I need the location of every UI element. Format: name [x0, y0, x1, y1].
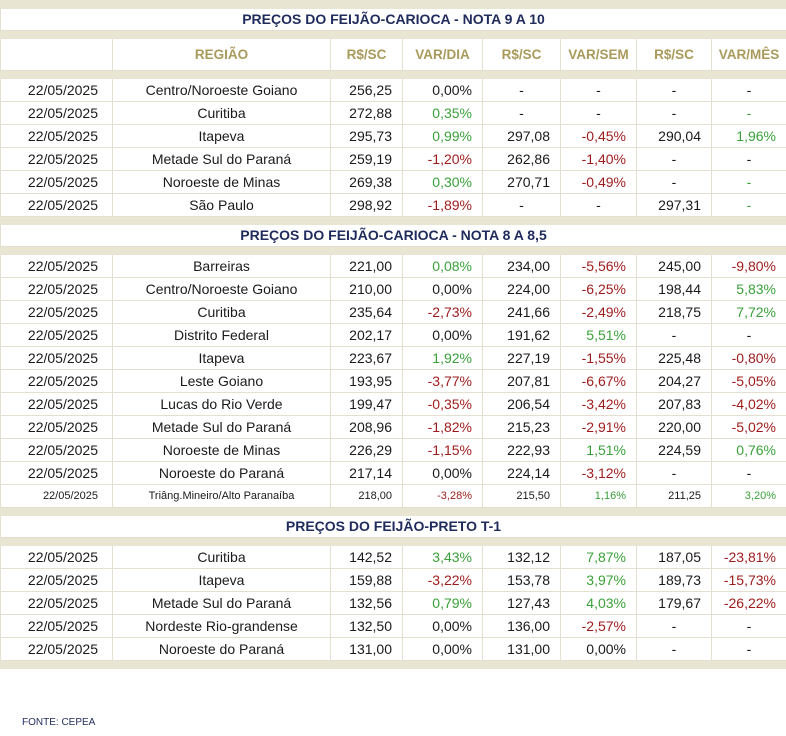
price-month-cell: 187,05	[637, 545, 712, 568]
date-cell: 22/05/2025	[1, 614, 113, 637]
var-month-cell: -	[712, 637, 786, 660]
price-week-cell: 132,12	[483, 545, 561, 568]
column-header: VAR/SEM	[561, 38, 637, 70]
date-cell: 22/05/2025	[1, 568, 113, 591]
region-cell: Barreiras	[113, 254, 331, 277]
date-cell: 22/05/2025	[1, 637, 113, 660]
band-divider	[1, 216, 786, 224]
region-cell: Metade Sul do Paraná	[113, 147, 331, 170]
region-cell: Noroeste do Paraná	[113, 637, 331, 660]
price-week-cell: 136,00	[483, 614, 561, 637]
var-day-cell: 0,79%	[403, 591, 483, 614]
price-week-cell: 224,14	[483, 461, 561, 484]
price-week-cell: 215,50	[483, 484, 561, 507]
price-day-cell: 217,14	[331, 461, 403, 484]
table-row	[1, 392, 786, 415]
price-day-cell: 199,47	[331, 392, 403, 415]
price-month-cell: -	[637, 147, 712, 170]
section-title-row	[1, 224, 786, 246]
column-header: VAR/DIA	[403, 38, 483, 70]
band-divider	[1, 507, 786, 515]
var-month-cell: 3,20%	[712, 484, 786, 507]
var-week-cell: -1,40%	[561, 147, 637, 170]
date-cell: 22/05/2025	[1, 147, 113, 170]
price-week-cell: 224,00	[483, 277, 561, 300]
var-week-cell: 5,51%	[561, 323, 637, 346]
region-cell: Lucas do Rio Verde	[113, 392, 331, 415]
price-month-cell: -	[637, 461, 712, 484]
table-row	[1, 369, 786, 392]
var-month-cell: 5,83%	[712, 277, 786, 300]
price-month-cell: -	[637, 614, 712, 637]
var-day-cell: 0,35%	[403, 101, 483, 124]
price-day-cell: 193,95	[331, 369, 403, 392]
table-row	[1, 484, 786, 507]
var-week-cell: 1,51%	[561, 438, 637, 461]
region-cell: Nordeste Rio-grandense	[113, 614, 331, 637]
var-month-cell: -	[712, 323, 786, 346]
region-cell: Triâng.Mineiro/Alto Paranaíba	[113, 484, 331, 507]
price-day-cell: 221,00	[331, 254, 403, 277]
price-day-cell: 223,67	[331, 346, 403, 369]
var-month-cell: -26,22%	[712, 591, 786, 614]
price-month-cell: -	[637, 170, 712, 193]
region-cell: São Paulo	[113, 193, 331, 216]
var-day-cell: -3,28%	[403, 484, 483, 507]
var-month-cell: 1,96%	[712, 124, 786, 147]
band-divider	[1, 537, 786, 545]
var-month-cell: -0,80%	[712, 346, 786, 369]
price-week-cell: -	[483, 101, 561, 124]
table-row	[1, 438, 786, 461]
var-week-cell: -2,49%	[561, 300, 637, 323]
var-month-cell: -15,73%	[712, 568, 786, 591]
price-day-cell: 298,92	[331, 193, 403, 216]
region-cell: Centro/Noroeste Goiano	[113, 78, 331, 101]
date-cell: 22/05/2025	[1, 461, 113, 484]
price-month-cell: 245,00	[637, 254, 712, 277]
var-week-cell: -2,57%	[561, 614, 637, 637]
table-row	[1, 591, 786, 614]
price-day-cell: 142,52	[331, 545, 403, 568]
var-month-cell: -	[712, 147, 786, 170]
price-week-cell: 262,86	[483, 147, 561, 170]
date-cell: 22/05/2025	[1, 369, 113, 392]
region-cell: Noroeste de Minas	[113, 170, 331, 193]
section-title: PREÇOS DO FEIJÃO-CARIOCA - NOTA 8 A 8,5	[1, 224, 786, 246]
var-day-cell: 0,00%	[403, 637, 483, 660]
var-day-cell: 0,00%	[403, 614, 483, 637]
region-cell: Itapeva	[113, 124, 331, 147]
var-month-cell: -5,05%	[712, 369, 786, 392]
price-week-cell: -	[483, 193, 561, 216]
var-month-cell: -23,81%	[712, 545, 786, 568]
price-day-cell: 272,88	[331, 101, 403, 124]
date-cell: 22/05/2025	[1, 170, 113, 193]
price-day-cell: 295,73	[331, 124, 403, 147]
var-week-cell: -	[561, 78, 637, 101]
price-week-cell: -	[483, 78, 561, 101]
table-row	[1, 461, 786, 484]
var-day-cell: -3,77%	[403, 369, 483, 392]
var-month-cell: 0,76%	[712, 438, 786, 461]
var-month-cell: -4,02%	[712, 392, 786, 415]
region-cell: Curitiba	[113, 545, 331, 568]
var-week-cell: -	[561, 193, 637, 216]
var-day-cell: 0,99%	[403, 124, 483, 147]
price-day-cell: 132,50	[331, 614, 403, 637]
region-cell: Metade Sul do Paraná	[113, 415, 331, 438]
price-week-cell: 215,23	[483, 415, 561, 438]
var-day-cell: 0,00%	[403, 277, 483, 300]
table-row	[1, 300, 786, 323]
date-cell: 22/05/2025	[1, 300, 113, 323]
var-day-cell: 1,92%	[403, 346, 483, 369]
var-week-cell: 3,97%	[561, 568, 637, 591]
date-cell: 22/05/2025	[1, 438, 113, 461]
price-week-cell: 206,54	[483, 392, 561, 415]
var-month-cell: 7,72%	[712, 300, 786, 323]
price-month-cell: 211,25	[637, 484, 712, 507]
column-header-row	[1, 38, 786, 70]
price-month-cell: 179,67	[637, 591, 712, 614]
region-cell: Distrito Federal	[113, 323, 331, 346]
date-cell: 22/05/2025	[1, 193, 113, 216]
table-row	[1, 277, 786, 300]
price-month-cell: -	[637, 637, 712, 660]
table-row	[1, 193, 786, 216]
var-month-cell: -	[712, 193, 786, 216]
table-row	[1, 124, 786, 147]
var-day-cell: -1,15%	[403, 438, 483, 461]
date-cell: 22/05/2025	[1, 124, 113, 147]
column-header: R$/SC	[483, 38, 561, 70]
var-day-cell: -2,73%	[403, 300, 483, 323]
price-day-cell: 218,00	[331, 484, 403, 507]
column-header: R$/SC	[331, 38, 403, 70]
var-month-cell: -	[712, 461, 786, 484]
var-month-cell: -	[712, 170, 786, 193]
date-cell: 22/05/2025	[1, 254, 113, 277]
price-week-cell: 270,71	[483, 170, 561, 193]
var-day-cell: -0,35%	[403, 392, 483, 415]
var-week-cell: -2,91%	[561, 415, 637, 438]
price-day-cell: 210,00	[331, 277, 403, 300]
price-month-cell: 290,04	[637, 124, 712, 147]
var-day-cell: 0,00%	[403, 323, 483, 346]
price-week-cell: 234,00	[483, 254, 561, 277]
column-header: VAR/MÊS	[712, 38, 786, 70]
region-cell: Curitiba	[113, 101, 331, 124]
price-day-cell: 269,38	[331, 170, 403, 193]
var-day-cell: 0,00%	[403, 461, 483, 484]
var-week-cell: -6,25%	[561, 277, 637, 300]
table-row	[1, 568, 786, 591]
var-week-cell: 7,87%	[561, 545, 637, 568]
price-day-cell: 132,56	[331, 591, 403, 614]
price-month-cell: 220,00	[637, 415, 712, 438]
var-day-cell: -1,20%	[403, 147, 483, 170]
var-week-cell: -6,67%	[561, 369, 637, 392]
region-cell: Metade Sul do Paraná	[113, 591, 331, 614]
var-day-cell: -1,89%	[403, 193, 483, 216]
band-divider	[1, 0, 786, 8]
price-day-cell: 202,17	[331, 323, 403, 346]
date-cell: 22/05/2025	[1, 323, 113, 346]
region-cell: Itapeva	[113, 346, 331, 369]
band-divider	[1, 246, 786, 254]
region-cell: Leste Goiano	[113, 369, 331, 392]
var-week-cell: 0,00%	[561, 637, 637, 660]
table-row	[1, 545, 786, 568]
price-month-cell: -	[637, 323, 712, 346]
date-cell: 22/05/2025	[1, 277, 113, 300]
table-row	[1, 101, 786, 124]
price-month-cell: -	[637, 78, 712, 101]
section-title-row	[1, 8, 786, 30]
date-cell: 22/05/2025	[1, 101, 113, 124]
var-day-cell: 0,08%	[403, 254, 483, 277]
table-row	[1, 415, 786, 438]
price-month-cell: 224,59	[637, 438, 712, 461]
column-header: R$/SC	[637, 38, 712, 70]
date-cell: 22/05/2025	[1, 392, 113, 415]
section-title-row	[1, 515, 786, 537]
price-day-cell: 259,19	[331, 147, 403, 170]
price-day-cell: 226,29	[331, 438, 403, 461]
price-week-cell: 191,62	[483, 323, 561, 346]
column-header: REGIÃO	[113, 38, 331, 70]
date-cell: 22/05/2025	[1, 78, 113, 101]
table-row	[1, 254, 786, 277]
price-day-cell: 235,64	[331, 300, 403, 323]
price-week-cell: 227,19	[483, 346, 561, 369]
band-divider	[1, 70, 786, 78]
var-day-cell: 0,30%	[403, 170, 483, 193]
region-cell: Noroeste de Minas	[113, 438, 331, 461]
price-month-cell: -	[637, 101, 712, 124]
var-week-cell: -1,55%	[561, 346, 637, 369]
var-day-cell: 0,00%	[403, 78, 483, 101]
region-cell: Centro/Noroeste Goiano	[113, 277, 331, 300]
table-row	[1, 614, 786, 637]
var-week-cell: -0,45%	[561, 124, 637, 147]
price-day-cell: 256,25	[331, 78, 403, 101]
price-month-cell: 198,44	[637, 277, 712, 300]
table-row	[1, 170, 786, 193]
band-divider	[1, 660, 786, 668]
date-cell: 22/05/2025	[1, 545, 113, 568]
price-month-cell: 218,75	[637, 300, 712, 323]
price-month-cell: 297,31	[637, 193, 712, 216]
var-day-cell: 3,43%	[403, 545, 483, 568]
date-cell: 22/05/2025	[1, 484, 113, 507]
var-month-cell: -	[712, 101, 786, 124]
price-week-cell: 241,66	[483, 300, 561, 323]
price-month-cell: 204,27	[637, 369, 712, 392]
price-table-body	[1, 0, 786, 668]
price-week-cell: 153,78	[483, 568, 561, 591]
table-row	[1, 323, 786, 346]
table-row	[1, 78, 786, 101]
section-title: PREÇOS DO FEIJÃO-PRETO T-1	[1, 515, 786, 537]
price-week-cell: 131,00	[483, 637, 561, 660]
band-divider	[1, 30, 786, 38]
table-row	[1, 147, 786, 170]
var-day-cell: -1,82%	[403, 415, 483, 438]
var-month-cell: -5,02%	[712, 415, 786, 438]
var-week-cell: -3,42%	[561, 392, 637, 415]
var-week-cell: -3,12%	[561, 461, 637, 484]
price-week-cell: 207,81	[483, 369, 561, 392]
var-month-cell: -9,80%	[712, 254, 786, 277]
date-cell: 22/05/2025	[1, 415, 113, 438]
region-cell: Curitiba	[113, 300, 331, 323]
var-week-cell: -	[561, 101, 637, 124]
var-month-cell: -	[712, 78, 786, 101]
source-note: FONTE: CEPEA	[22, 717, 96, 728]
var-week-cell: 4,03%	[561, 591, 637, 614]
price-month-cell: 189,73	[637, 568, 712, 591]
table-row	[1, 637, 786, 660]
date-cell: 22/05/2025	[1, 591, 113, 614]
table-row	[1, 346, 786, 369]
var-week-cell: -5,56%	[561, 254, 637, 277]
price-week-cell: 297,08	[483, 124, 561, 147]
price-day-cell: 131,00	[331, 637, 403, 660]
price-month-cell: 207,83	[637, 392, 712, 415]
var-week-cell: 1,16%	[561, 484, 637, 507]
price-day-cell: 208,96	[331, 415, 403, 438]
section-title: PREÇOS DO FEIJÃO-CARIOCA - NOTA 9 A 10	[1, 8, 786, 30]
var-day-cell: -3,22%	[403, 568, 483, 591]
price-day-cell: 159,88	[331, 568, 403, 591]
var-week-cell: -0,49%	[561, 170, 637, 193]
region-cell: Itapeva	[113, 568, 331, 591]
price-month-cell: 225,48	[637, 346, 712, 369]
region-cell: Noroeste do Paraná	[113, 461, 331, 484]
var-month-cell: -	[712, 614, 786, 637]
date-cell: 22/05/2025	[1, 346, 113, 369]
price-week-cell: 222,93	[483, 438, 561, 461]
price-week-cell: 127,43	[483, 591, 561, 614]
